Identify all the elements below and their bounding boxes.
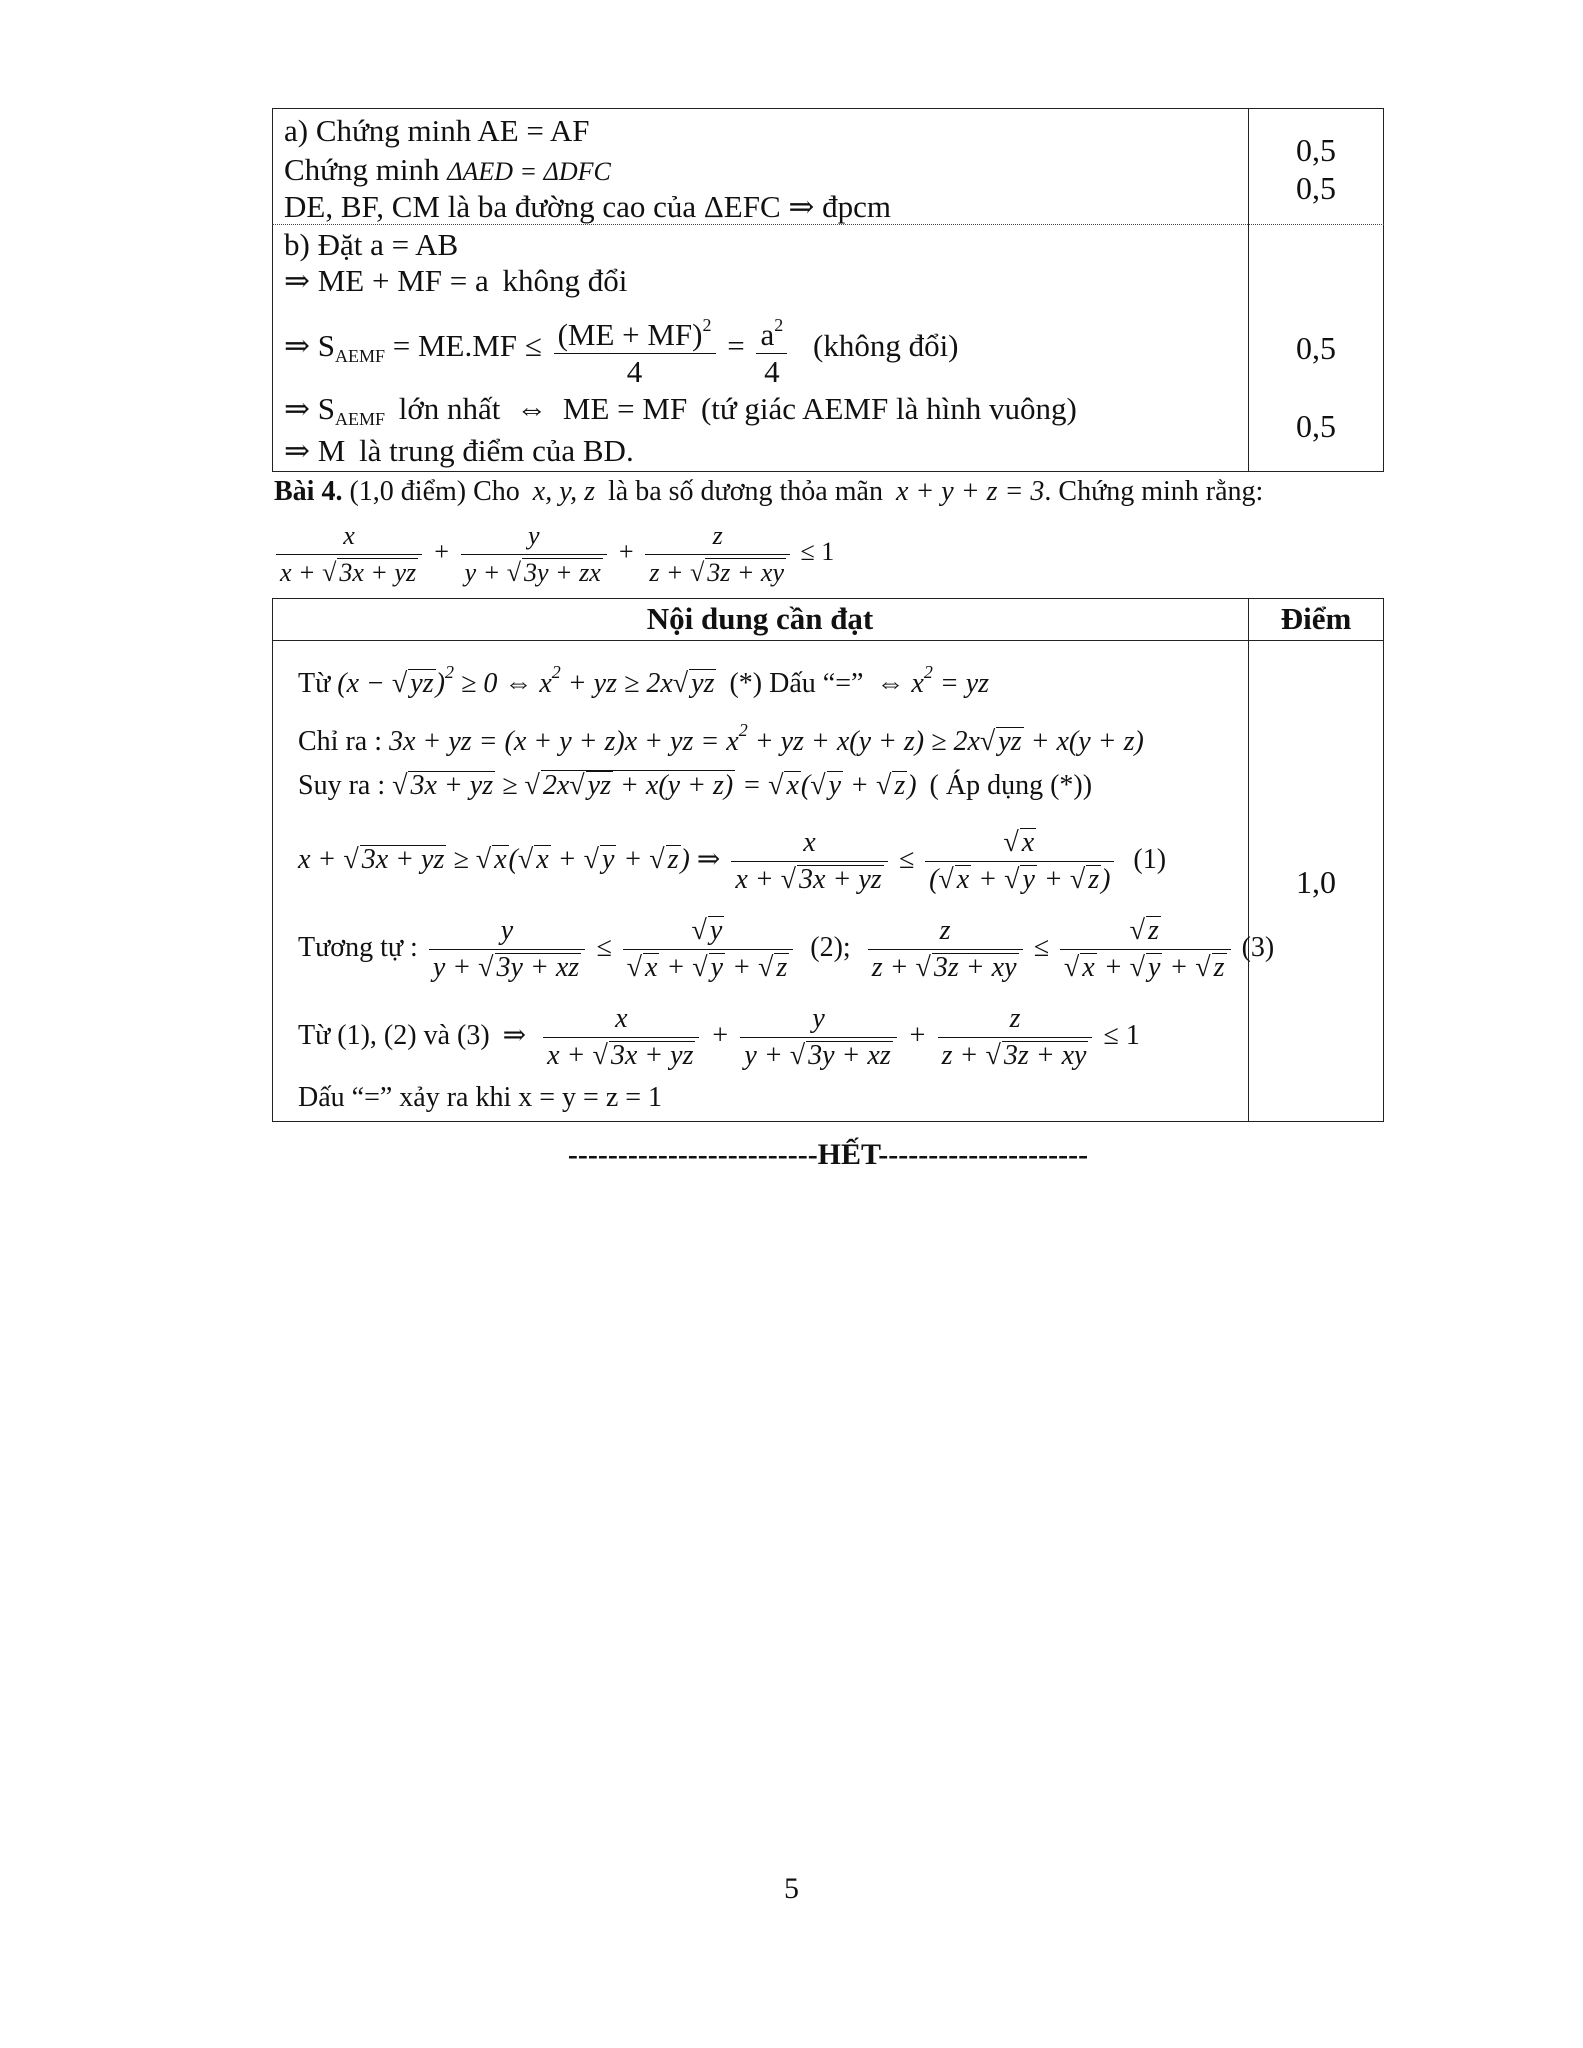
part-a-line2-prefix: Chứng minh — [284, 152, 440, 187]
part-b-line3: ⇒ $S_{AEMF} = ME.MF$ ≤ $\frac{(ME + MF)^2}{4}$ = $\frac{a^2}{4}$ (không đổi) — [284, 306, 959, 396]
part-b-fraction-2: $\frac{a^2}{4}$ — [756, 307, 787, 390]
part-b-fraction-1: $\frac{(ME + MF)^2}{4}$ — [554, 307, 716, 390]
problem-vars: x, y, z — [532, 476, 596, 507]
end-marker: -------------------------HẾT--------------------- — [567, 1138, 1089, 1171]
proof-line5-text: Tương tự : — [298, 932, 418, 963]
table2-column-divider — [1248, 598, 1249, 1122]
proof-line3: Suy ra : √ 3x + yz ≥ √ 2x√ yz + x(y + z) = √ x(√ y + √ z) ( Áp dụng (*)) — [298, 770, 1093, 801]
proof-line5: Tương tự : $\frac{y}{y + √ 3y + xz}$ ≤ $\frac{√ y}{√ x + √ y + √ z}$ (2); $\frac{z}{z + √ 3z + xy}$ ≤ $\frac{√ z}{√ x + √ y + √ z}$ (3) — [298, 908, 1274, 988]
part-b-score-1: 0,5 — [1296, 330, 1336, 366]
part-b-fraction-2-num: a — [760, 317, 775, 353]
problem-condition: x + y + z = 3 — [895, 476, 1045, 507]
problem-points: (1,0 điểm) — [349, 476, 467, 507]
proof-line1-note: (*) Dấu “=” — [729, 668, 864, 699]
implies-icon: ⇒ — [284, 328, 310, 363]
problem-text3: . Chứng minh rằng: — [1044, 476, 1264, 507]
proof-line6-text: Từ (1), (2) và (3) — [298, 1020, 490, 1051]
page-number: 5 — [784, 1872, 799, 1905]
part-b-fraction-2-den: 4 — [756, 353, 787, 390]
equivalent-icon: ⇔ — [516, 391, 548, 426]
problem4-score: 1,0 — [1296, 864, 1336, 900]
part-b-line3-text: (không đổi) — [813, 328, 959, 363]
part-b-fraction-1-num: (ME + MF) — [557, 317, 703, 353]
part-a-score-2: 0,5 — [1296, 170, 1336, 206]
part-a-line3-end: đpcm — [822, 189, 892, 224]
table2-header-content: Nội dung cần đạt — [646, 601, 874, 636]
part-a-line2 — [284, 153, 611, 189]
part-b-line4 — [284, 392, 1077, 436]
proof-line3-note: ( Áp dụng (*)) — [929, 770, 1093, 801]
table2-header-divider — [272, 640, 1384, 641]
proof-line2: Chỉ ra : 3x + yz = (x + y + z)x + yz = $x^2$ + yz + x(y + z) ≥ 2x√ yz + x(y + z) — [298, 720, 1144, 757]
implies-icon: ⇒ — [284, 391, 310, 426]
part-b-line2-math: ME + MF = a — [317, 263, 489, 298]
part-a-line1: a) Chứng minh AE = AF — [284, 113, 590, 148]
proof-line1: Từ (x − √ yz)$^2$ ≥ 0 ⇔ $x^2$ + yz ≥ 2x√ yz (*) Dấu “=” ⇔ $x^2$ = yz — [298, 662, 990, 699]
part-b-line5-m: M — [317, 433, 346, 468]
implies-icon: ⇒ — [788, 189, 815, 224]
implies-icon: ⇒ — [284, 263, 310, 298]
proof-line1-text: Từ — [298, 668, 331, 699]
part-a-line3 — [284, 190, 891, 224]
proof-line7: Dấu “=” xảy ra khi x = y = z = 1 — [298, 1082, 663, 1113]
proof-line6-end: ≤ 1 — [1103, 1020, 1140, 1051]
part-b-area-symbol: S — [317, 328, 335, 363]
part-b-area-subscript: AEMF — [334, 346, 385, 366]
part-a-line3-triangle: ΔEFC — [703, 189, 781, 224]
part-b-area-subscript: AEMF — [334, 409, 385, 429]
problem-inequality-end: ≤ 1 — [800, 537, 835, 566]
implies-icon: ⇒ — [284, 433, 310, 468]
problem-inequality: $\frac{x}{x + √ 3x + yz}$ + $\frac{y}{y + √ 3y + zx}$ + $\frac{z}{z + √ 3z + xy}$ ≤ 1 — [272, 512, 834, 592]
implies-icon: ⇒ — [502, 1020, 527, 1051]
part-b-line4-text1: lớn nhất — [398, 391, 501, 426]
part-b-line4-text2: (tứ giác AEMF là hình vuông) — [700, 391, 1077, 426]
problem-statement — [274, 476, 1263, 508]
proof-line4: x + √ 3x + yz ≥ √ x(√ x + √ y + √ z) ⇒ $\frac{x}{x + √ 3x + yz}$ ≤ $\frac{√ x}{(√ x + √ y + √ z)}$ (1) — [298, 820, 1166, 900]
table1-column-divider — [1248, 108, 1249, 472]
part-b-line5-text: là trung điểm của BD. — [359, 433, 634, 468]
part-b-line4-eq: ME = MF — [562, 391, 688, 426]
part-a-line2-math: ΔAED = ΔDFC — [447, 157, 611, 186]
part-a-score-1: 0,5 — [1296, 132, 1336, 168]
table2-header-score: Điểm — [1280, 601, 1352, 636]
part-a-line3-text: DE, BF, CM là ba đường cao của — [284, 189, 697, 224]
proof-line5-tag3: (3) — [1241, 932, 1275, 963]
proof-line2-text: Chỉ ra : — [298, 726, 382, 757]
part-b-line2-text: không đổi — [502, 263, 628, 298]
part-b-line1: b) Đặt a = AB — [284, 227, 459, 262]
part-b-line3-eq: = ME.MF ≤ — [392, 328, 542, 363]
part-b-score-2: 0,5 — [1296, 408, 1336, 444]
part-b-line5 — [284, 434, 634, 468]
problem-label: Bài 4. — [274, 476, 343, 507]
problem-text1: Cho — [473, 476, 520, 507]
proof-line5-tag2: (2); — [810, 932, 851, 963]
part-b-line2 — [284, 264, 627, 298]
part-b-area-symbol: S — [317, 391, 335, 426]
proof-line6: Từ (1), (2) và (3) ⇒ $\frac{x}{x + √ 3x + yz}$ + $\frac{y}{y + √ 3y + xz}$ + $\frac{z}{z + √ 3z + xy}$ ≤ 1 — [298, 996, 1140, 1076]
proof-line4-tag: (1) — [1133, 844, 1167, 875]
table1-row-divider — [272, 224, 1384, 225]
problem-text2: là ba số dương thỏa mãn — [608, 476, 883, 507]
part-b-fraction-1-den: 4 — [554, 353, 716, 390]
proof-line3-text: Suy ra : — [298, 770, 386, 801]
